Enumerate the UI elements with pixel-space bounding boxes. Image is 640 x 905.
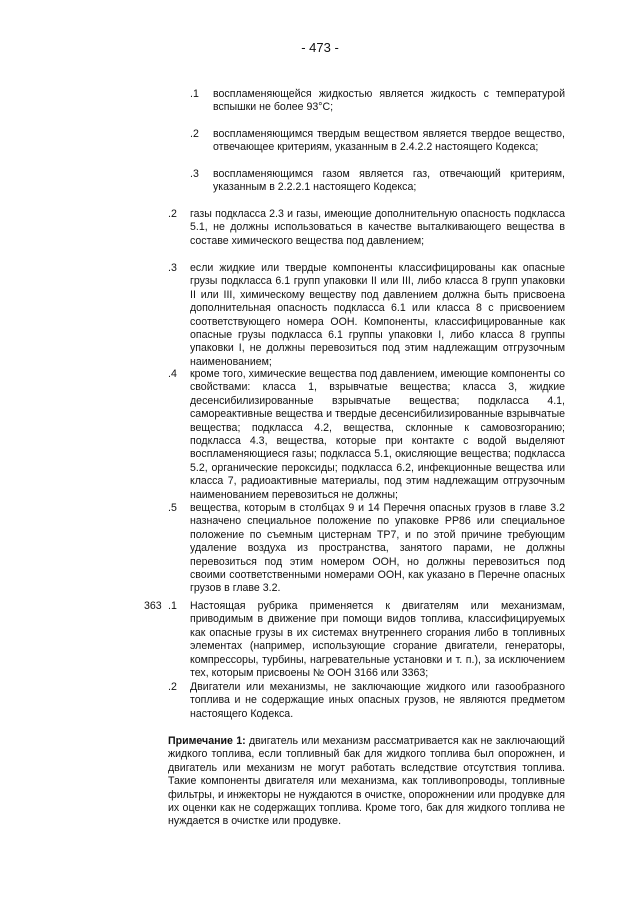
item-text: если жидкие или твердые компоненты классифицированы как опасные грузы подкласса 6.1 групп упаковки II или III, либо класса 8 групп упаковки II или III, химическому веществу под давлением должна быть присвоена дополнительная опасность подкласса 6.1 или класса 8 с присвоением соответствующего номера ООН. Компоненты, классифицированные как опасные грузы подкласса 6.1 группы упаковки I, либо класса 8 группы упаковки I, не должны перевозиться под этим надлежащим отгрузочным наименованием; — [190, 262, 565, 368]
item-text: газы подкласса 2.3 и газы, имеющие дополнительную опасность подкласса 5.1, не должны использоваться в качестве выталкивающего вещества в составе химического вещества под давлением; — [190, 208, 565, 247]
section-number: 363 — [144, 600, 162, 612]
item-marker: .2 — [190, 128, 199, 140]
item-marker: .5 — [168, 502, 177, 514]
item-marker: .1 — [190, 88, 199, 100]
item-marker: .4 — [168, 368, 177, 380]
note-text: двигатель или механизм рассматривается как не заключающий жидкого топлива, если топливный бак для жидкого топлива был опорожнен, и двигатель или механизм не могут работать вследствие отсутствия топлива. Такие компоненты двигателя или механизма, как топливопроводы, топливные фильтры, и инжекторы не нуждаются в очистке, опорожнении или продувке для их оценки как не содержащих топлива. Кроме того, бак для жидкого топлива не нуждается в очистке или продувке. — [168, 735, 565, 828]
item-marker: .1 — [168, 600, 177, 612]
item-marker: .3 — [190, 168, 199, 180]
item-marker: .2 — [168, 681, 177, 693]
item-text: кроме того, химические вещества под давлением, имеющие компоненты со свойствами: класса 1, взрывчатые вещества; класса 3, жидкие десенсибилизированные взрывчатые вещества; подкласса 4.1, самореактивные вещества и твердые десенсибилизированные взрывчатые вещества; подкласса 4.2, вещества, склонные к самовозгоранию; подкласса 4.3, вещества, которые при контакте с водой выделяют воспламеняющиеся газы; подкласса 5.1, окисляющие вещества; подкласса 5.2, органические пероксиды; подкласса 6.2, инфекционные вещества или класса 7, радиоактивные материалы, под этим надлежащим отгрузочным наименованием перевозиться не должны; — [190, 368, 565, 501]
item-text: Двигатели или механизмы, не заключающие жидкого или газообразного топлива и не содержащие иных опасных грузов, не являются предметом настоящего Кодекса. — [190, 681, 565, 720]
note — [168, 735, 565, 829]
item-marker: .2 — [168, 208, 177, 220]
item-text: вещества, которым в столбцах 9 и 14 Перечня опасных грузов в главе 3.2 назначено специальное положение по упаковке PP86 или специальное положение по съемным цистернам TP7, и по этой причине требующим удаление воздуха из пространства, занятого парами, не должны перевозиться под этим номером ООН, но должны перевозиться под своими соответственными номерами ООН, как указано в Перечне опасных грузов в главе 3.2. — [190, 502, 565, 595]
item-text: воспламеняющейся жидкостью является жидкость с температурой вспышки не более 93°C; — [213, 88, 565, 114]
item-marker: .3 — [168, 262, 177, 274]
item-text: Настоящая рубрика применяется к двигателям или механизмам, приводимым в движение при помощи видов топлива, классифицируемых как опасные грузы в их системах внутреннего сгорания либо в топливных элементах (например, использующие сгорание двигатели, генераторы, компрессоры, турбины, нагревательные установки и т. п.), за исключением тех, которым присвоены № ООН 3166 или 3363; — [190, 600, 565, 680]
item-text: воспламеняющимся твердым веществом является твердое вещество, отвечающее критериям, указанным в 2.4.2.2 настоящего Кодекса; — [213, 128, 565, 154]
item-text: воспламеняющимся газом является газ, отвечающий критериям, указанным в 2.2.2.1 настоящего Кодекса; — [213, 168, 565, 194]
note-title: Примечание 1: — [168, 735, 246, 747]
page-number: - 473 - — [301, 40, 339, 55]
